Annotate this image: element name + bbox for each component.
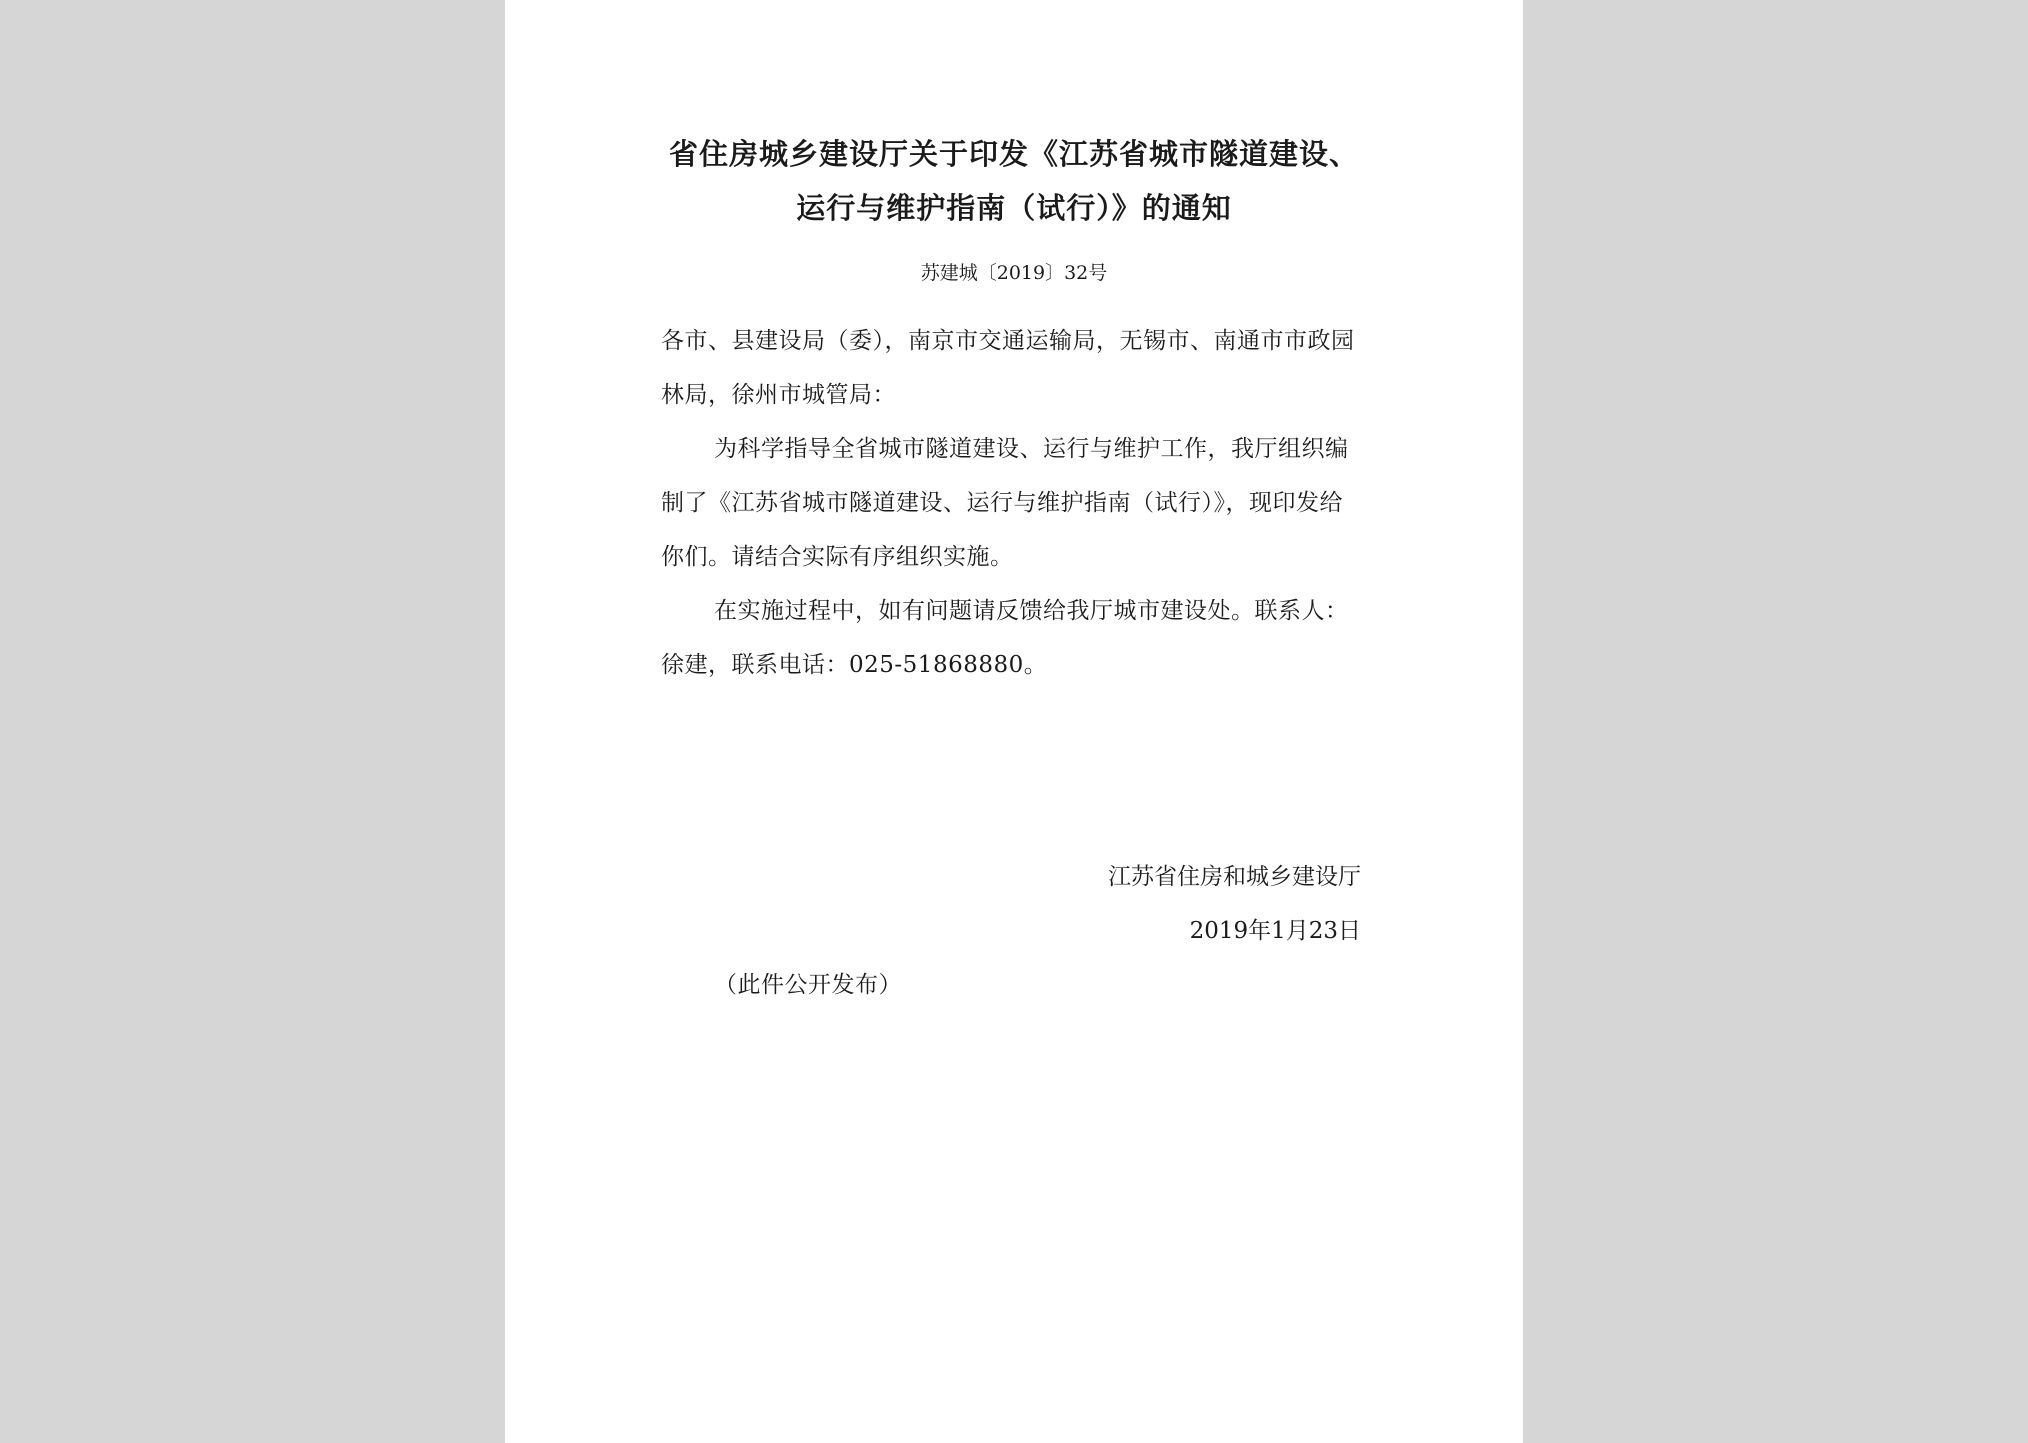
issue-date: 2019年1月23日	[1189, 918, 1361, 944]
document-page	[505, 0, 1523, 1443]
issuer-signature: 江苏省住房和城乡建设厅	[1108, 864, 1361, 890]
document-title-line-2: 运行与维护指南（试行）》的通知	[796, 191, 1232, 225]
paragraph-1-line-1: 为科学指导全省城市隧道建设、运行与维护工作，我厅组织编	[714, 436, 1349, 462]
document-number: 苏建城〔2019〕32号	[920, 262, 1108, 284]
paragraph-1-line-2: 制了《江苏省城市隧道建设、运行与维护指南（试行）》，现印发给	[661, 490, 1343, 516]
recipients-line-1: 各市、县建设局（委），南京市交通运输局，无锡市、南通市市政园	[661, 328, 1355, 354]
paragraph-2-line-2: 徐建，联系电话：025-51868880。	[661, 652, 1048, 678]
paragraph-1-line-3: 你们。请结合实际有序组织实施。	[661, 544, 1014, 570]
paragraph-2-line-1: 在实施过程中，如有问题请反馈给我厅城市建设处。联系人：	[714, 598, 1349, 624]
document-title-line-1: 省住房城乡建设厅关于印发《江苏省城市隧道建设、	[668, 137, 1359, 171]
publication-note: （此件公开发布）	[714, 972, 902, 998]
recipients-line-2: 林局，徐州市城管局：	[661, 382, 896, 408]
